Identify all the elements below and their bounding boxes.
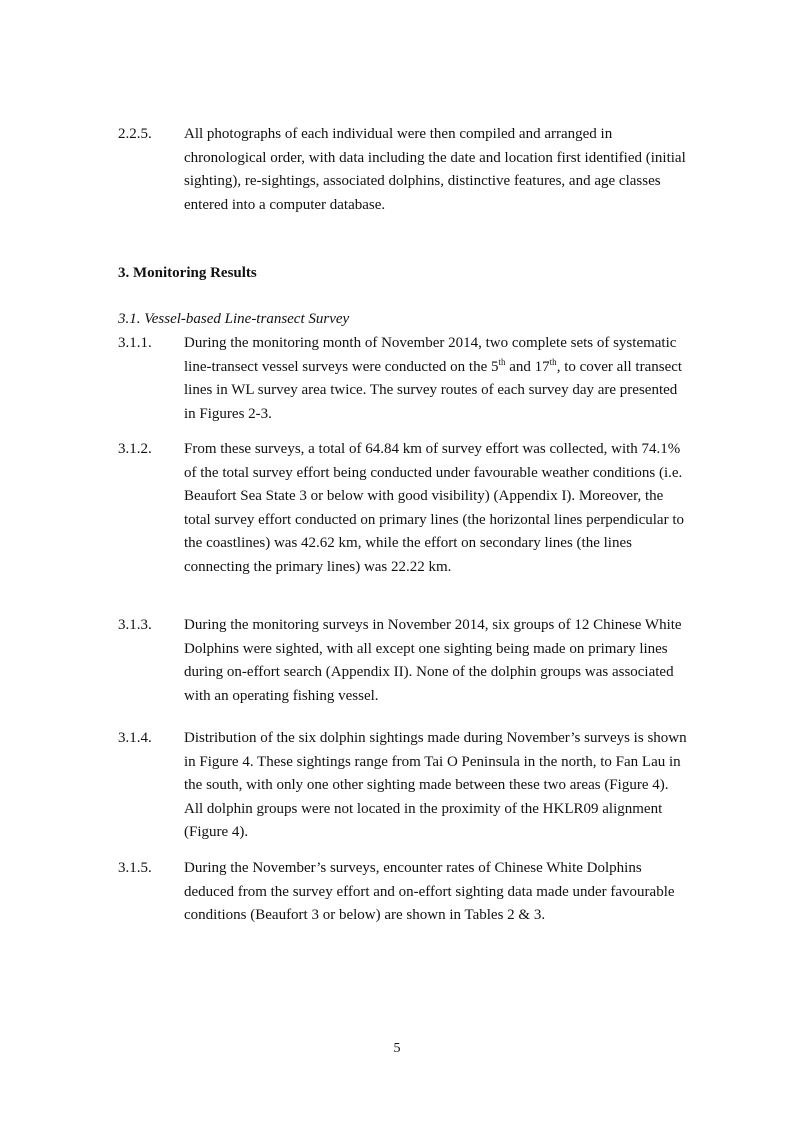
- paragraph-number: 3.1.2.: [118, 441, 152, 457]
- paragraph-text: During the November’s surveys, encounter rates of Chinese White Dolphins deduced from the survey effort and on-effort sighting data made under favourable conditions (Beaufort 3 or below) are shown in Tables 2 & 3.: [184, 860, 675, 923]
- paragraph-3-1-1: [118, 332, 688, 432]
- paragraph-text: Distribution of the six dolphin sightings made during November’s surveys is shown in Figure 4. These sightings range from Tai O Peninsula in the north, to Fan Lau in the south, with only one other sighting made between these two areas (Figure 4). All dolphin groups were not located in the proximity of the HKLR09 alignment (Figure 4).: [184, 730, 687, 840]
- paragraph-3-1-5: [118, 857, 688, 937]
- subsection-heading: 3.1. Vessel-based Line-transect Survey: [118, 311, 350, 327]
- paragraph-3-1-4: [118, 727, 688, 847]
- paragraph-text: During the monitoring surveys in November 2014, six groups of 12 Chinese White Dolphins were sighted, with all except one sighting being made on primary lines during on-effort search (Appendix II). None of the dolphin groups was associated with an operating fishing vessel.: [184, 617, 682, 704]
- paragraph-number: 3.1.1.: [118, 335, 152, 351]
- paragraph-number: 2.2.5.: [118, 126, 152, 142]
- section-heading: 3. Monitoring Results: [118, 265, 257, 281]
- paragraph-text: From these surveys, a total of 64.84 km of survey effort was collected, with 74.1% of the total survey effort being conducted under favourable weather conditions (i.e. Beaufort Sea State 3 or below with good visibility) (Appendix I). Moreover, the total survey effort conducted on primary lines (the horizontal lines perpendicular to the coastlines) was 42.62 km, while the effort on secondary lines (the lines connecting the primary lines) was 22.22 km.: [184, 441, 684, 575]
- paragraph-3-1-2: [118, 438, 688, 598]
- paragraph-number: 3.1.4.: [118, 730, 152, 746]
- paragraph-text: All photographs of each individual were then compiled and arranged in chronological order, with data including the date and location first identified (initial sighting), re-sightings, associated dolphins, distinctive features, and age classes entered into a computer database.: [184, 126, 686, 213]
- paragraph-number: 3.1.3.: [118, 617, 152, 633]
- page-number: 5: [393, 1041, 401, 1056]
- paragraph-number: 3.1.5.: [118, 860, 152, 876]
- paragraph-2-2-5: [118, 123, 688, 223]
- paragraph-3-1-3: [118, 614, 688, 714]
- paragraph-text: During the monitoring month of November 2014, two complete sets of systematic line-transect vessel surveys were conducted on the 5th and 17th, to cover all transect lines in WL survey area twice. The survey routes of each survey day are presented in Figures 2-3.: [184, 335, 683, 422]
